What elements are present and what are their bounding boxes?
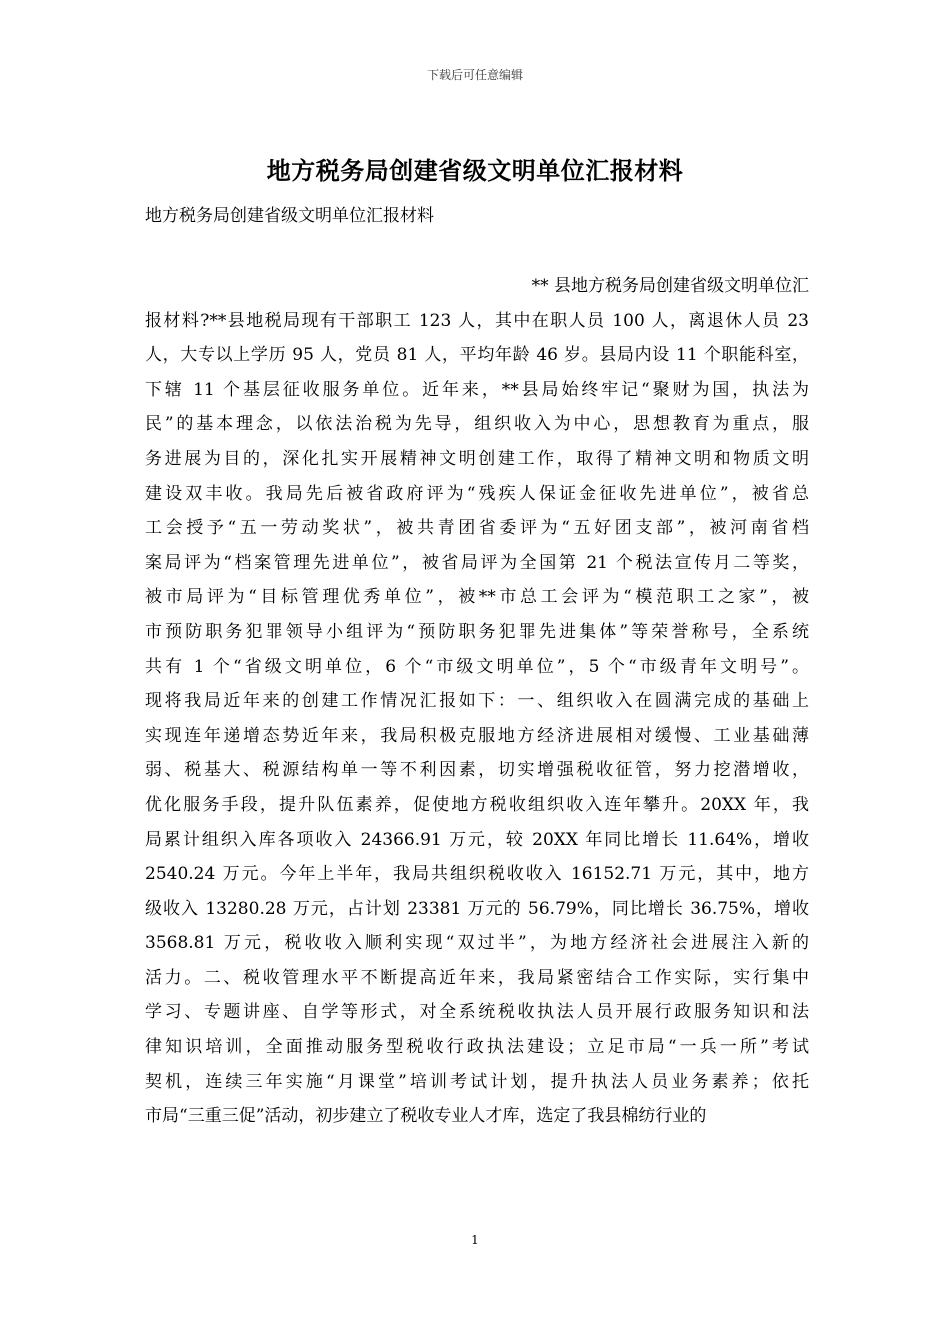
body-line: 契机，连续三年实施“月课堂”培训考试计划，提升执法人员业务素养；依托 <box>145 1071 809 1092</box>
body-line: 案局评为“档案管理先进单位”，被省局评为全国第 21 个税法宣传月二等奖， <box>145 552 809 573</box>
body-line: 实现连年递增态势近年来，我局积极克服地方经济进展相对缓慢、工业基础薄 <box>145 725 809 746</box>
body-line: 律知识培训，全面推动服务型税收行政执法建设；立足市局“一兵一所”考试 <box>145 1037 809 1058</box>
body-line: 人，大专以上学历 95 人，党员 81 人，平均年龄 46 岁。县局内设 11 个职能科室， <box>145 345 809 366</box>
body-line: 优化服务手段，提升队伍素养，促使地方税收组织收入连年攀升。20XX 年，我 <box>145 794 809 815</box>
body-line: 弱、税基大、税源结构单一等不利因素，切实增强税收征管，努力挖潜增收， <box>145 760 809 781</box>
body-line: 被市局评为“目标管理优秀单位”，被**市总工会评为“模范职工之家”，被 <box>145 587 809 608</box>
body-line: 市局“三重三促”活动，初步建立了税收专业人才库，选定了我县棉纺行业的 <box>145 1106 707 1127</box>
body-line: 民”的基本理念，以依法治税为先导，组织收入为中心，思想教育为重点，服 <box>145 414 809 435</box>
body-line: 活力。二、税收管理水平不断提高近年来，我局紧密结合工作实际，实行集中 <box>145 967 809 988</box>
body-line: 2540.24 万元。今年上半年，我局共组织税收收入 16152.71 万元，其中，地方 <box>145 864 809 885</box>
body-line: 学习、专题讲座、自学等形式，对全系统税收执法人员开展行政服务知识和法 <box>145 1002 809 1023</box>
body-line: 工会授予“五一劳动奖状”，被共青团省委评为“五好团支部”，被河南省档 <box>145 518 809 539</box>
body-line: 下辖 11 个基层征收服务单位。近年来，**县局始终牢记“聚财为国，执法为 <box>145 379 809 400</box>
body-text <box>145 269 809 1134</box>
document-subtitle: 地方税务局创建省级文明单位汇报材料 <box>145 206 434 226</box>
header-note: 下载后可任意编辑 <box>426 68 523 82</box>
body-line: ** 县地方税务局创建省级文明单位汇 <box>531 276 809 296</box>
body-line: 共有 1 个“省级文明单位，6 个“市级文明单位”，5 个“市级青年文明号”。 <box>145 656 809 677</box>
document-title: 地方税务局创建省级文明单位汇报材料 <box>266 156 684 185</box>
body-line: 务进展为目的，深化扎实开展精神文明创建工作，取得了精神文明和物质文明 <box>145 448 809 469</box>
body-line: 建设双丰收。我局先后被省政府评为“残疾人保证金征收先进单位”，被省总 <box>145 483 809 504</box>
page-number: 1 <box>471 1233 479 1247</box>
body-line: 局累计组织入库各项收入 24366.91 万元，较 20XX 年同比增长 11.64%，增收 <box>145 829 809 850</box>
body-line: 3568.81 万元，税收收入顺利实现“双过半”，为地方经济社会进展注入新的 <box>145 933 809 954</box>
body-line: 市预防职务犯罪领导小组评为“预防职务犯罪先进集体”等荣誉称号，全系统 <box>145 621 809 642</box>
body-line: 级收入 13280.28 万元，占计划 23381 万元的 56.79%，同比增长 36.75%，增收 <box>145 898 809 919</box>
body-line: 现将我局近年来的创建工作情况汇报如下：一、组织收入在圆满完成的基础上 <box>145 691 809 712</box>
body-line: 报材料?**县地税局现有干部职工 123 人，其中在职人员 100 人，离退休人员 23 <box>145 310 809 331</box>
